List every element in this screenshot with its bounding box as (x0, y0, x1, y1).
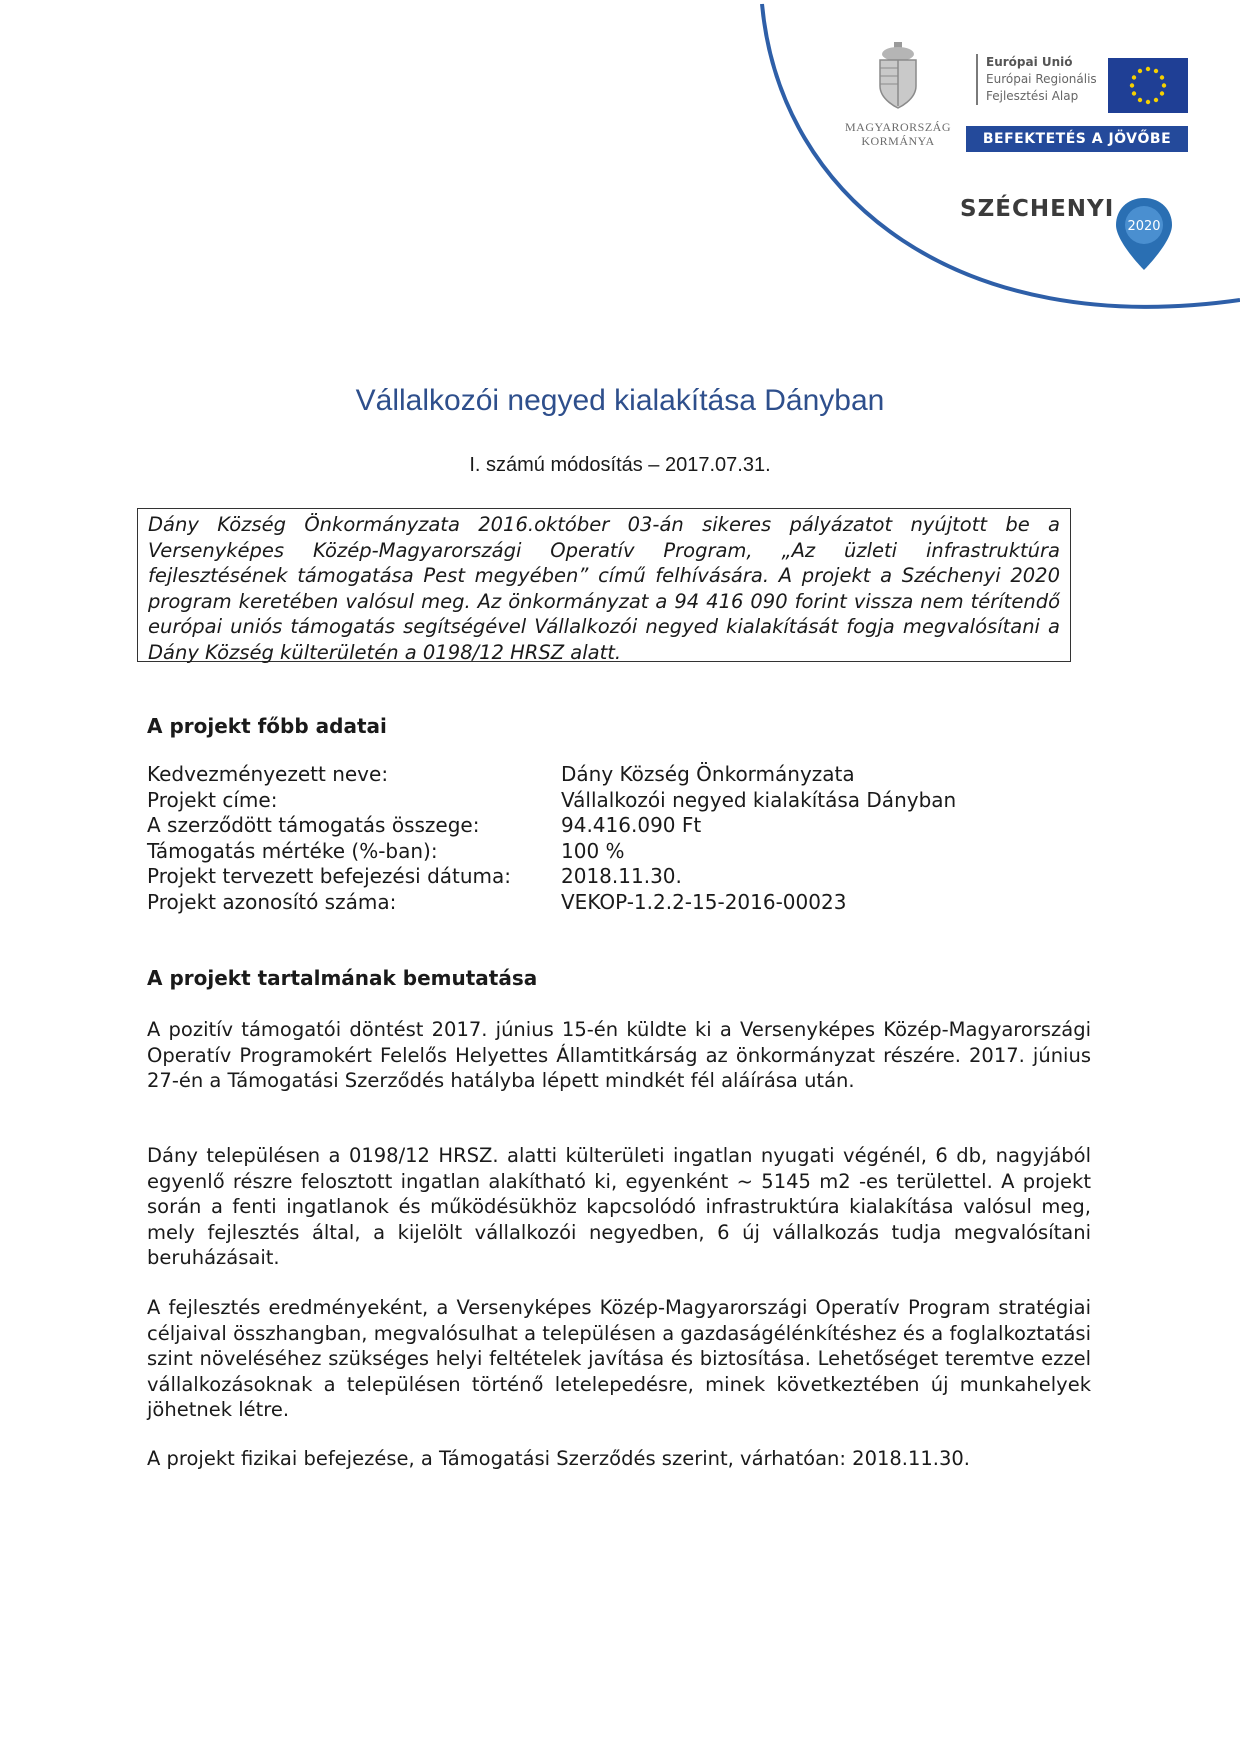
coat-of-arms-icon (876, 42, 920, 112)
data-row (147, 788, 1047, 814)
content-paragraph: A projekt fizikai befejezése, a Támogatási Szerződés szerint, várhatóan: 2018.11.30. (147, 1447, 971, 1470)
data-value: 100 % (561, 838, 625, 863)
content-paragraph: A fejlesztés eredményeként, a Versenyképes Közép-Magyarországi Operatív Program stratégiai céljaival összhangban, megvalósulhat a településen a gazdaságélénkítéshez és a foglalkoztatási szint növeléséhez szükséges helyi feltételek javítása és biztosítása. Lehetőséget teremtve ezzel vállalkozásoknak a településen történő letelepedésre, minek következtében új munkahelyek jöhetnek létre. (147, 1296, 1091, 1421)
eu-flag-icon (1108, 58, 1188, 113)
gov-logo-line2: KORMÁNYA (861, 134, 935, 148)
data-value: 94.416.090 Ft (561, 813, 702, 837)
eu-slogan-band: BEFEKTETÉS A JÖVŐBE (966, 126, 1188, 152)
data-label: Projekt tervezett befejezési dátuma: (147, 864, 512, 888)
data-label: Támogatás mértéke (%-ban): (147, 838, 438, 863)
data-label: Projekt címe: (147, 787, 278, 812)
szechenyi-2020-pin-icon (1112, 196, 1176, 272)
content-paragraph: A pozitív támogatói döntést 2017. június 15-én küldte ki a Versenyképes Közép-Magyarországi Operatív Programokért Felelős Helyettes Államtitkárság az önkormányzat részére. 2017. június 27-én a Támogatási Szerződés hatályba lépett mindkét fél aláírása után. (147, 1018, 1091, 1092)
data-row (147, 864, 1047, 890)
intro-box (137, 508, 1071, 662)
eu-line3: Fejlesztési Alap (986, 89, 1079, 103)
content-paragraph: Dány településen a 0198/12 HRSZ. alatti külterületi ingatlan nyugati végénél, 6 db, nagyjából egyenlő részre felosztott ingatlan alakítható ki, egyenként ~ 5145 m2 -es területtel. A projekt során a fenti ingatlanok és működésükhöz kapcsolódó infrastruktúra kialakítása valósul meg, mely fejlesztés által, a kijelölt vállalkozói negyedben, 6 új vállalkozás tudja megvalósítani beruházásait. (147, 1144, 1091, 1269)
hungarian-government-logo (838, 42, 958, 148)
section-heading-content: A projekt tartalmának bemutatása (147, 966, 538, 990)
intro-text: Dány Község Önkormányzata 2016.október 03-án sikeres pályázatot nyújtott be a Versenyképes Közép-Magyarországi Operatív Program, „Az üzleti infrastruktúra fejlesztésének támogatása Pest megyében” című felhívására. A projekt a Széchenyi 2020 program keretében valósul meg. Az önkormányzat a 94 416 090 forint vissza nem térítendő európai uniós támogatás segítségével Vállalkozói negyed kialakítását fogja megvalósítani a Dány Község külterületén a 0198/12 HRSZ alatt. (148, 513, 1060, 664)
szechenyi-year: 2020 (1127, 219, 1161, 234)
data-value: 2018.11.30. (561, 864, 682, 888)
section-heading-main-data: A projekt főbb adatai (147, 714, 387, 738)
eu-text (976, 54, 1116, 105)
data-value: VEKOP-1.2.2-15-2016-00023 (561, 889, 847, 914)
document-subtitle: I. számú módosítás – 2017.07.31. (469, 454, 771, 476)
data-row (147, 813, 1047, 839)
data-label: A szerződött támogatás összege: (147, 813, 480, 837)
eu-line2: Európai Regionális (986, 72, 1097, 86)
szechenyi-logo-text: SZÉCHENYI (960, 196, 1115, 222)
data-label: Projekt azonosító száma: (147, 889, 397, 914)
data-row (147, 762, 1047, 788)
gov-logo-line1: MAGYARORSZÁG (844, 120, 951, 134)
data-value: Vállalkozói negyed kialakítása Dányban (561, 787, 957, 812)
data-row (147, 890, 1047, 916)
data-value: Dány Község Önkormányzata (561, 762, 855, 786)
data-row (147, 839, 1047, 865)
project-data-list (147, 762, 1047, 915)
document-title: Vállalkozói negyed kialakítása Dányban (355, 384, 885, 417)
data-label: Kedvezményezett neve: (147, 762, 389, 786)
eu-line1: Európai Unió (986, 55, 1073, 69)
